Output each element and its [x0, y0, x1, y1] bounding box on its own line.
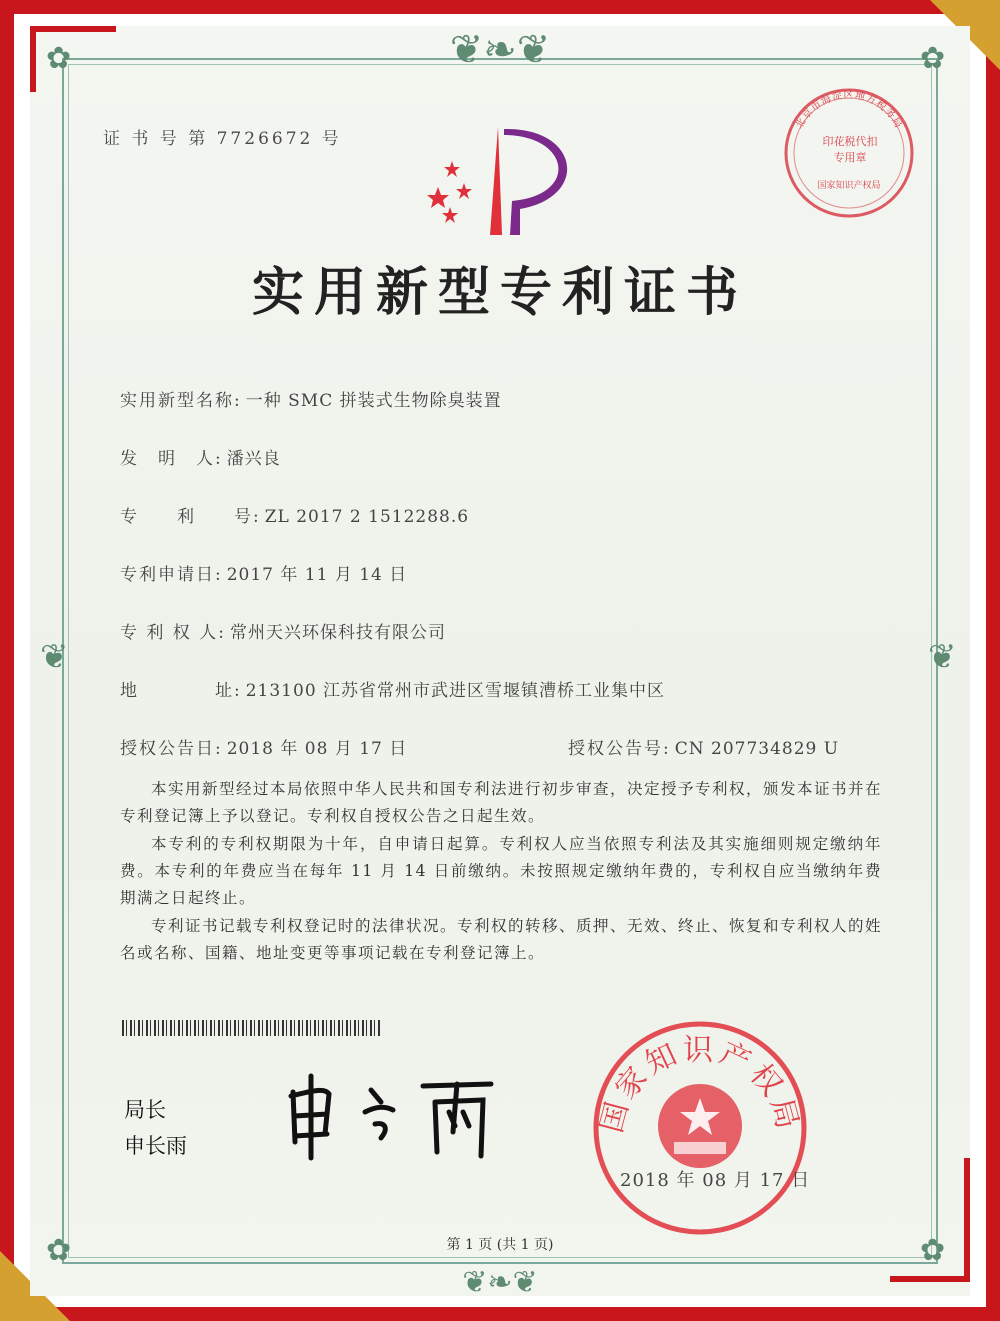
tax-seal-inner-text: 印花税代扣专用章 [822, 135, 878, 164]
tax-seal-bottom-text: 国家知识产权局 [817, 181, 881, 191]
page-number: 第 1 页 (共 1 页) [446, 1237, 554, 1253]
field-patent-no [120, 502, 469, 527]
director-name: 申长雨 [124, 1134, 187, 1158]
ornament-left-icon: ❦ [40, 637, 69, 677]
field-grant-date-label: 授权公告日: [120, 739, 223, 759]
official-seal [590, 1018, 810, 1238]
field-patentee-label: 专 利 权 人: [120, 623, 226, 643]
ornament-top-left-icon: ✿ [46, 41, 72, 76]
field-address-value: 213100 江苏省常州市武进区雪堰镇漕桥工业集中区 [245, 681, 666, 701]
star-icon [456, 183, 472, 199]
field-name-label: 实用新型名称: [120, 391, 242, 411]
certificate-number: 证 书 号 第 7726672 号 [103, 129, 342, 149]
paragraph-3: 专利证书记载专利权登记时的法律状况。专利权的转移、质押、无效、终止、恢复和专利权人的姓名或名称、国籍、地址变更等事项记载在专利登记簿上。 [120, 917, 883, 962]
page-title: 实用新型专利证书 [251, 262, 748, 323]
field-inventor-label: 发 明 人: [120, 449, 223, 469]
ornament-bottom-left-icon: ✿ [46, 1233, 72, 1268]
field-patentee-value: 常州天兴环保科技有限公司 [229, 623, 446, 643]
star-icon [442, 207, 458, 223]
patent-office-logo [420, 125, 580, 245]
tax-seal [782, 86, 916, 220]
field-patent-no-label: 专 利 号: [120, 507, 261, 527]
seal-text: 国家知识产权局 [594, 1033, 806, 1137]
field-inventor-value: 潘兴良 [226, 449, 281, 469]
field-address [120, 676, 665, 701]
paragraph-2: 本专利的专利权期限为十年，自申请日起算。专利权人应当依照专利法及其实施细则规定缴纳年费。本专利的年费应当在每年 11 月 14 日前缴纳。未按照规定缴纳年费的，专利权自应当缴纳年费期满之日起终止。 [120, 835, 882, 907]
field-filing-date-label: 专利申请日: [120, 565, 223, 585]
seal-date: 2018 年 08 月 17 日 [620, 1170, 811, 1191]
field-grant-date-value: 2018 年 08 月 17 日 [226, 739, 408, 759]
field-address-label: 地 址: [120, 681, 242, 701]
field-grant-no-label: 授权公告号: [568, 739, 671, 759]
director-title: 局长 [124, 1098, 166, 1122]
ornament-bottom-right-icon: ✿ [920, 1233, 946, 1268]
field-inventor [120, 444, 281, 469]
field-filing-date [120, 560, 407, 585]
logo-red-stroke [490, 127, 502, 235]
field-patentee [120, 618, 446, 643]
ornament-top-icon: ❦❧❦ [449, 27, 551, 73]
svg-text:北京市海淀区地方税务局 [793, 88, 905, 131]
tax-seal-outer-text: 北京市海淀区地方税务局 [793, 89, 905, 131]
field-grant-no-value: CN 207734829 U [674, 739, 840, 759]
director-signature [285, 1072, 505, 1162]
star-icon [444, 161, 460, 177]
field-patent-no-value: ZL 2017 2 1512288.6 [264, 507, 470, 527]
field-grant-no [568, 734, 839, 759]
logo-purple-p [504, 129, 567, 235]
star-icon [427, 187, 449, 208]
field-filing-date-value: 2017 年 11 月 14 日 [226, 565, 408, 585]
field-name [120, 386, 502, 411]
paragraph-1: 本实用新型经过本局依照中华人民共和国专利法进行初步审查，决定授予专利权，颁发本证书并在专利登记簿上予以登记。专利权自授权公告之日起生效。 [120, 780, 883, 825]
field-name-value: 一种 SMC 拼装式生物除臭装置 [245, 391, 502, 411]
barcode [122, 1020, 380, 1036]
field-grant-date [120, 734, 407, 759]
ornament-top-right-icon: ✿ [920, 41, 946, 76]
ornament-bottom-icon: ❦❧❦ [462, 1265, 538, 1300]
ornament-right-icon: ❦ [928, 637, 957, 677]
